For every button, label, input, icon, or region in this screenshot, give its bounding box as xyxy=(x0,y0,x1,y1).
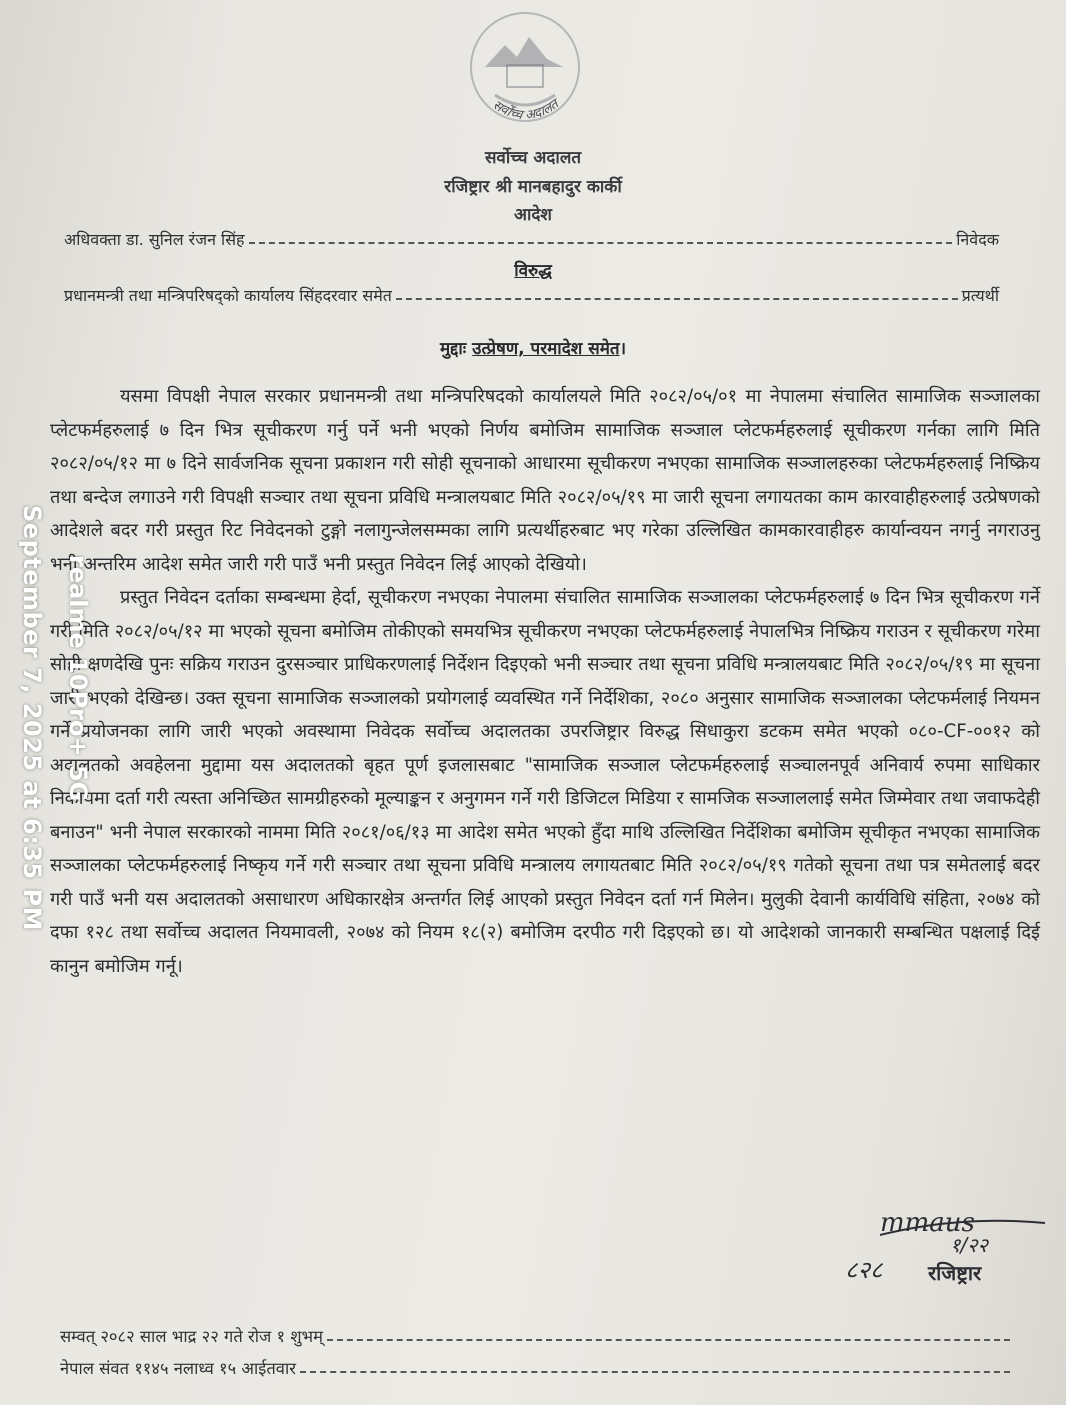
paragraph-1: यसमा विपक्षी नेपाल सरकार प्रधानमन्त्री तथा मन्त्रिपरिषदको कार्यालयले मिति २०८२/०५/०१ मा नेपालमा संचालित सामाजिक सञ्जालका प्लेटफर्महरुलाई ७ दिन भित्र सूचीकरण गर्नु पर्ने भनी भएको निर्णय बमोजिम सामाजिक सञ्जाल प्लेटफर्महरुलाई सूचीकरण गर्नका लागि मिति २०८२/०५/१२ मा ७ दिने सार्वजनिक सूचना प्रकाशन गरी सोही सूचनाको आधारमा सूचीकरण नभएका सामाजिक सञ्जालहरुका प्लेटफर्महरुलाई निष्क्रिय तथा बन्देज लगाउने गरी विपक्षी सञ्चार तथा सूचना प्रविधि मन्त्रालयबाट मिति २०८२/०५/१९ मा जारी सूचना लगायतका काम कारवाहीहरुलाई उत्प्रेषणको आदेशले बदर गरी प्रस्तुत रिट निवेदनको टुङ्गो नलागुन्जेलसम्मका लागि प्रत्यर्थीहरुबाट भए गरेका उल्लिखित कामकारवाहीहरु कार्यान्वयन नगर्नु नगराउनु भनी अन्तरिम आदेश समेत जारी गरी पाउँ भनी प्रस्तुत निवेदन लिई आएको देखियो। xyxy=(50,386,1040,575)
footer-date-line-1 xyxy=(60,1324,1010,1347)
svg-text:सर्वोच्च अदालत xyxy=(490,96,564,124)
subject-value: उत्प्रेषण, परमादेश समेत xyxy=(472,339,620,359)
footer-line-2-text: नेपाल संवत ११४५ नलाध्व १५ आईतवार xyxy=(60,1359,296,1378)
signature-title: रजिष्ट्रार xyxy=(928,1261,982,1285)
device-watermark: realme 10Pro+ 5G xyxy=(64,555,92,802)
paragraph-2: प्रस्तुत निवेदन दर्ताका सम्बन्धमा हेर्दा, सूचीकरण नभएका नेपालमा संचालित सामाजिक सञ्जालका प्लेटफर्महरुलाई ७ दिन भित्र सूचीकरण गर्ने गरी मिति २०८२/०५/१२ मा भएको सूचना बमोजिम तोकीएको समयभित्र सूचीकरण नभएका प्लेटफर्महरुलाई नेपालभित्र निष्क्रिय गराउन र सूचीकरण गरेमा सोही क्षणदेखि पुनः सक्रिय गराउन दुरसञ्चार प्राधिकरणलाई निर्देशन दिइएको भनी सञ्चार तथा सूचना प्रविधि मन्त्रालयबाट मिति २०८२/०५/१९ मा सूचना जारी भएको देखिन्छ। उक्त सूचना सामाजिक सञ्जालको प्रयोगलाई व्यवस्थित गर्ने निर्देशिका, २०८० अनुसार सामाजिक सञ्जालका प्लेटफर्मलाई नियमन गर्ने प्रयोजनका लागि जारी भएको अवस्थामा निवेदक सर्वोच्च अदालतका उपरजिष्ट्रार विरुद्ध सिधाकुरा डटकम समेत भएको ०८०-CF-००१२ को अदालतको अवहेलना मुद्दामा यस अदालतको बृहत पूर्ण इजलासबाट "सामाजिक सञ्जाल प्लेटफर्महरुलाई सञ्चालनपूर्व अनिवार्य रुपमा साधिकार निकायमा दर्ता गरी त्यस्ता अनिच्छित सामग्रीहरुको मूल्याङ्कन र अनुगमन गर्ने गरी डिजिटल मिडिया र सामजिक सञ्जाललाई समेत जिम्मेवार तथा जवाफदेही बनाउन" भनी नेपाल सरकारको नाममा मिति २०८१/०६/१३ मा आदेश समेत भएको हुँदा माथि उल्लिखित निर्देशिका बमोजिम सूचीकृत नभएका सामाजिक सञ्जालका प्लेटफर्महरुलाई निष्कृय गर्ने गरी सञ्चार तथा सूचना प्रविधि मन्त्रालय लगायतबाट मिति २०८२/०५/१९ गतेको सूचना तथा पत्र समेतलाई बदर गरी पाउँ भनी यस अदालतको असाधारण अधिकारक्षेत्र अन्तर्गत लिई आएको प्रस्तुत निवेदन दर्ता गर्न मिलेन। मुलुकी देवानी कार्यविधि संहिता, २०७४ को दफा १२८ तथा सर्वोच्च अदालत नियमावली, २०७४ को नियम १८(२) बमोजिम दरपीठ गरी दिइएको छ। यो आदेशको जानकारी सम्बन्धित पक्षलाई दिई कानुन बमोजिम गर्नू। xyxy=(50,587,1040,977)
signature-date: १/२२ xyxy=(950,1233,988,1257)
dash-leader xyxy=(300,1371,1010,1373)
versus-heading xyxy=(0,258,1066,281)
signature-number: ८२८ xyxy=(845,1256,883,1284)
dash-leader xyxy=(327,1339,1010,1341)
photo-timestamp-watermark: September 7, 2025 at 6:35 PM xyxy=(18,505,46,932)
respondent-row xyxy=(64,284,999,306)
registrar-name: रजिष्ट्रार श्री मानबहादुर कार्की xyxy=(444,177,622,197)
emblem-text: सर्वोच्च अदालत xyxy=(489,96,562,124)
court-name: सर्वोच्च अदालत xyxy=(484,148,582,168)
subject-end: । xyxy=(619,339,627,359)
petitioner-row xyxy=(64,228,999,250)
signature-text: mmaus xyxy=(880,1208,975,1238)
subject-label: मुद्दाः xyxy=(439,339,467,359)
court-emblem-seal xyxy=(455,5,595,145)
dash-leader xyxy=(396,298,958,300)
registrar-signature xyxy=(840,1195,1060,1305)
dash-leader xyxy=(249,242,953,244)
petitioner-name: अधिवक्ता डा. सुनिल रंजन सिंह xyxy=(64,230,245,249)
order-label: आदेश xyxy=(514,205,552,225)
respondent-name: प्रधानमन्त्री तथा मन्त्रिपरिषद्को कार्यालय सिंहदरवार समेत xyxy=(64,286,392,305)
footer-line-1-text: सम्वत् २०८२ साल भाद्र २२ गते रोज १ शुभम् xyxy=(60,1327,324,1346)
order-body xyxy=(50,380,1040,983)
footer-date-line-2 xyxy=(60,1356,1010,1379)
respondent-role: प्रत्यर्थी xyxy=(961,286,999,305)
case-subject xyxy=(0,336,1066,359)
petitioner-role: निवेदक xyxy=(956,230,999,249)
versus-text: विरुद्ध xyxy=(514,261,552,281)
